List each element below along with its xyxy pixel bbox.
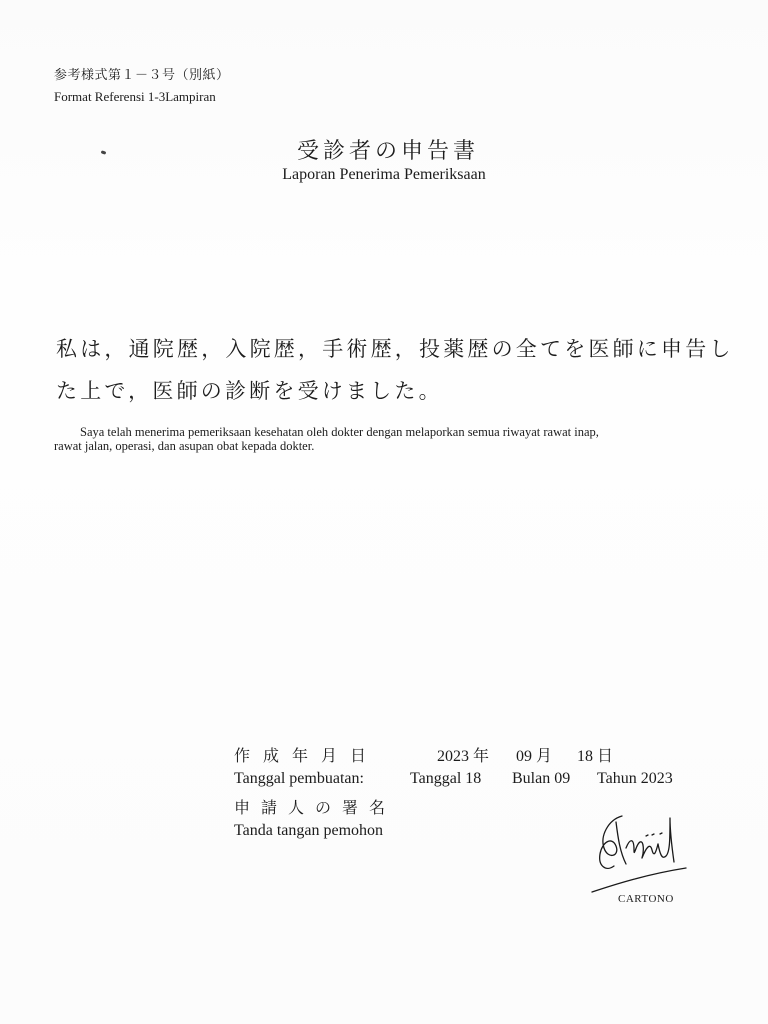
signature-label-jp: 申請人の署名 [234, 800, 397, 817]
date-year-jp: 2023 年 [437, 748, 490, 765]
date-day-jp: 18 日 [577, 748, 614, 765]
reference-format-jp: 参考様式第１－３号（別紙） [54, 67, 230, 82]
signer-name: CARTONO [618, 893, 674, 905]
handwritten-signature [586, 808, 690, 898]
reference-format-id: Format Referensi 1-3Lampiran [54, 89, 216, 104]
date-day-id: Tanggal 18 [410, 770, 482, 787]
date-month-id: Bulan 09 [512, 770, 571, 787]
date-month-jp: 09 月 [516, 748, 553, 765]
date-label-jp: 作成年月日 [234, 748, 380, 765]
date-year-id: Tahun 2023 [597, 770, 673, 787]
signature-label-id: Tanda tangan pemohon [234, 822, 384, 839]
declaration-jp-line-2: た上で，医師の診断を受けました。 [56, 379, 443, 403]
document-title-jp: 受診者の申告書 [296, 138, 479, 163]
declaration-jp-line-1: 私は，通院歴，入院歴，手術歴，投薬歴の全てを医師に申告し [56, 337, 734, 361]
declaration-id-line-2: rawat jalan, operasi, dan asupan obat kepada dokter. [54, 439, 315, 453]
document-title-id: Laporan Penerima Pemeriksaan [282, 166, 486, 183]
declaration-id-line-1: Saya telah menerima pemeriksaan kesehatan oleh dokter dengan melaporkan semua riwayat rawat inap, [80, 425, 599, 439]
date-label-id: Tanggal pembuatan: [234, 770, 364, 787]
